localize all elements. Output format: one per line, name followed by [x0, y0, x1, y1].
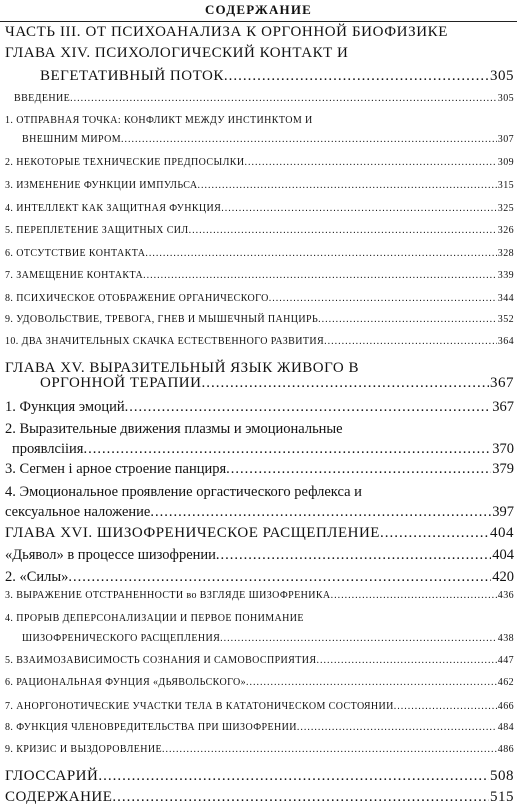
toc-entry-title: «Дьявол» в процессе шизофрении	[5, 547, 216, 563]
toc-page-number: 508	[490, 768, 514, 784]
dot-leader	[331, 589, 497, 603]
dot-leader	[150, 503, 491, 521]
toc-entry-title: ОРГОННОЙ ТЕРАПИИ	[40, 375, 202, 391]
toc-entry-title: 8. ПСИХИЧЕСКОЕ ОТОБРАЖЕНИЕ ОРГАНИЧЕСКОГО	[5, 293, 269, 304]
toc-entry	[0, 440, 517, 458]
dot-leader	[224, 67, 489, 85]
toc-entry-title: 2. НЕКОТОРЫЕ ТЕХНИЧЕСКИЕ ПРЕДПОСЫЛКИ	[5, 157, 245, 168]
dot-leader	[201, 374, 489, 392]
toc-entry	[0, 313, 517, 327]
toc-page-number: 438	[497, 633, 514, 644]
toc-entry-title: ГЛАВА XVI. ШИЗОФРЕНИЧЕСКОЕ РАСЩЕПЛЕНИЕ	[5, 525, 380, 541]
dot-leader	[318, 313, 497, 327]
toc-entry-title: 4. ИНТЕЛЛЕКТ КАК ЗАЩИТНАЯ ФУНКЦИЯ	[5, 203, 222, 214]
toc-page-number: 339	[497, 270, 514, 281]
toc-entry	[0, 247, 517, 261]
dot-leader	[221, 202, 497, 216]
toc-entry	[0, 612, 517, 626]
running-header: СОДЕРЖАНИЕ	[204, 2, 313, 17]
toc-entry-title: 10. ДВА ЗНАЧИТЕЛЬНЫХ СКАЧКА ЕСТЕСТВЕННОГО РАЗВИТИЯ	[5, 336, 325, 347]
toc-entry-title: 5. ПЕРЕПЛЕТЕНИЕ ЗАЩИТНЫХ СИЛ	[5, 225, 189, 236]
dot-leader	[216, 546, 491, 564]
toc-entry-title: 3. ВЫРАЖЕНИЕ ОТСТРАНЕННОСТИ во ВЗГЛЯДЕ ШИЗОФРЕНИКА	[5, 590, 331, 601]
toc-entry	[0, 524, 517, 542]
toc-entry-title: 8. ФУНКЦИЯ ЧЛЕНОВРЕДИТЕЛЬСТВА ПРИ ШИЗОФРЕНИИ	[5, 722, 297, 733]
dot-leader	[246, 676, 497, 690]
toc-page-number: 326	[497, 225, 514, 236]
toc-entry	[0, 114, 517, 128]
toc-entry-title: 2. «Силы»	[5, 569, 69, 585]
toc-page-number: 305	[497, 93, 514, 104]
toc-entry-title: 3. Сегмен і арное строение панциря	[5, 461, 227, 477]
toc-page-number: 367	[492, 399, 514, 415]
toc-page-number: 325	[497, 203, 514, 214]
toc-entry-title: 2. Выразительные движения плазмы и эмоциональные	[5, 421, 343, 437]
toc-entry-title: ВВЕДЕНИЕ	[14, 93, 71, 104]
toc-entry	[0, 156, 517, 170]
toc-page-number: 344	[497, 293, 514, 304]
toc-page-number: 420	[492, 569, 514, 585]
toc-page-number: 447	[497, 655, 514, 666]
toc-page-number: 379	[492, 461, 514, 477]
toc-page-number: 309	[497, 157, 514, 168]
toc-page-number: 515	[490, 789, 514, 805]
dot-leader	[98, 767, 489, 785]
toc-entry-title: 9. УДОВОЛЬСТВИЕ, ТРЕВОГА, ГНЕВ И МЫШЕЧНЫЙ ПАНЦИРЬ	[5, 314, 319, 325]
toc-page-number: 466	[497, 701, 514, 712]
dot-leader	[125, 398, 492, 416]
toc-entry	[0, 420, 517, 438]
dot-leader	[68, 568, 491, 586]
dot-leader	[316, 654, 496, 668]
toc-entry	[0, 546, 517, 564]
toc-entry	[0, 374, 517, 392]
toc-page-number: 367	[490, 375, 514, 391]
dot-leader	[83, 440, 491, 458]
toc-entry	[0, 335, 517, 349]
toc-entry	[0, 133, 517, 147]
dot-leader	[269, 292, 497, 306]
toc-entry	[0, 503, 517, 521]
toc-entry	[0, 398, 517, 416]
toc-entry	[0, 224, 517, 238]
toc-entry-title: проявлсiiия	[12, 441, 84, 457]
toc-entry	[0, 654, 517, 668]
toc-entry	[0, 92, 517, 106]
toc-entry	[0, 460, 517, 478]
dot-leader	[380, 524, 489, 542]
toc-page-number: 328	[497, 248, 514, 259]
header-rule	[0, 21, 517, 22]
toc-page-number: 436	[497, 590, 514, 601]
toc-entry-title: 1. ОТПРАВНАЯ ТОЧКА: КОНФЛИКТ МЕЖДУ ИНСТИНКТОМ И	[5, 115, 313, 126]
toc-entry-title: ГЛОССАРИЙ	[5, 768, 99, 784]
part-title: ЧАСТЬ III. ОТ ПСИХОАНАЛИЗА К ОРГОННОЙ БИОФИЗИКЕ	[5, 24, 449, 40]
toc-entry	[0, 44, 517, 62]
toc-page-number: 462	[497, 677, 514, 688]
toc-entry	[0, 676, 517, 690]
dot-leader	[70, 92, 497, 106]
toc-entry	[0, 269, 517, 283]
toc-entry-title: 9. КРИЗИС И ВЫЗДОРОВЛЕНИЕ	[5, 744, 163, 755]
toc-page-number: 315	[497, 180, 514, 191]
toc-entry-title: ГЛАВА XIV. ПСИХОЛОГИЧЕСКИЙ КОНТАКТ И	[5, 45, 349, 61]
dot-leader	[244, 156, 496, 170]
toc-page-number: 370	[492, 441, 514, 457]
toc-entry	[0, 202, 517, 216]
dot-leader	[226, 460, 491, 478]
dot-leader	[143, 269, 497, 283]
toc-page-number: 397	[492, 504, 514, 520]
dot-leader	[197, 179, 496, 193]
dot-leader	[112, 788, 489, 806]
toc-entry-title: 7. ЗАМЕЩЕНИЕ КОНТАКТА	[5, 270, 144, 281]
toc-page-number: 364	[497, 336, 514, 347]
dot-leader	[121, 133, 497, 147]
toc-page-number: 404	[492, 547, 514, 563]
toc-entry-title: 7. АНОРГОНОТИЧЕСКИЕ УЧАСТКИ ТЕЛА В КАТАТОНИЧЕСКОМ СОСТОЯНИИ	[5, 701, 394, 712]
dot-leader	[189, 224, 497, 238]
toc-page-number: 404	[490, 525, 514, 541]
toc-page-number: 484	[497, 722, 514, 733]
toc-entry-title: 6. РАЦИОНАЛЬНАЯ ФУНЦИЯ «ДЬЯВОЛЬСКОГО»	[5, 677, 247, 688]
toc-entry-title: 4. ПРОРЫВ ДЕПЕРСОНАЛИЗАЦИИ И ПЕРВОЕ ПОНИМАНИЕ	[5, 613, 304, 624]
toc-entry-title: 3. ИЗМЕНЕНИЕ ФУНКЦИИ ИМПУЛЬСА	[5, 180, 198, 191]
toc-entry-title: ВЕГЕТАТИВНЫЙ ПОТОК	[40, 68, 224, 84]
toc-entry	[0, 292, 517, 306]
toc-page-number: 486	[497, 744, 514, 755]
toc-entry	[0, 632, 517, 646]
dot-leader	[145, 247, 496, 261]
dot-leader	[324, 335, 497, 349]
toc-entry-title: сексуальное наложение	[5, 504, 151, 520]
dot-leader	[220, 632, 497, 646]
toc-entry-title: ШИЗОФРЕНИЧЕСКОГО РАСЩЕПЛЕНИЯ	[22, 633, 221, 644]
toc-entry	[0, 721, 517, 735]
toc-entry-title: СОДЕРЖАНИЕ	[5, 789, 113, 805]
toc-entry-title: 6. ОТСУТСТВИЕ КОНТАКТА	[5, 248, 146, 259]
toc-entry-title: 4. Эмоциональное проявление оргастического рефлекса и	[5, 484, 362, 500]
dot-leader	[162, 743, 497, 757]
toc-page-number: 352	[497, 314, 514, 325]
toc-entry	[0, 67, 517, 85]
toc-entry-title: ВНЕШНИМ МИРОМ	[22, 134, 122, 145]
toc-entry	[0, 568, 517, 586]
toc-entry-title: 1. Функция эмоций	[5, 399, 125, 415]
toc-page-number: 307	[497, 134, 514, 145]
toc-entry-title: ГЛАВА XV. ВЫРАЗИТЕЛЬНЫЙ ЯЗЫК ЖИВОГО В	[5, 360, 360, 376]
toc-entry-title: 5. ВЗАИМОЗАВИСИМОСТЬ СОЗНАНИЯ И САМОВОСПРИЯТИЯ	[5, 655, 317, 666]
toc-entry	[0, 767, 517, 785]
toc-entry	[0, 179, 517, 193]
toc-entry	[0, 788, 517, 806]
toc-entry	[0, 589, 517, 603]
toc-entry	[0, 700, 517, 714]
toc-entry	[0, 483, 517, 501]
toc-page-number: 305	[490, 68, 514, 84]
toc-entry	[0, 743, 517, 757]
dot-leader	[394, 700, 497, 714]
dot-leader	[297, 721, 497, 735]
